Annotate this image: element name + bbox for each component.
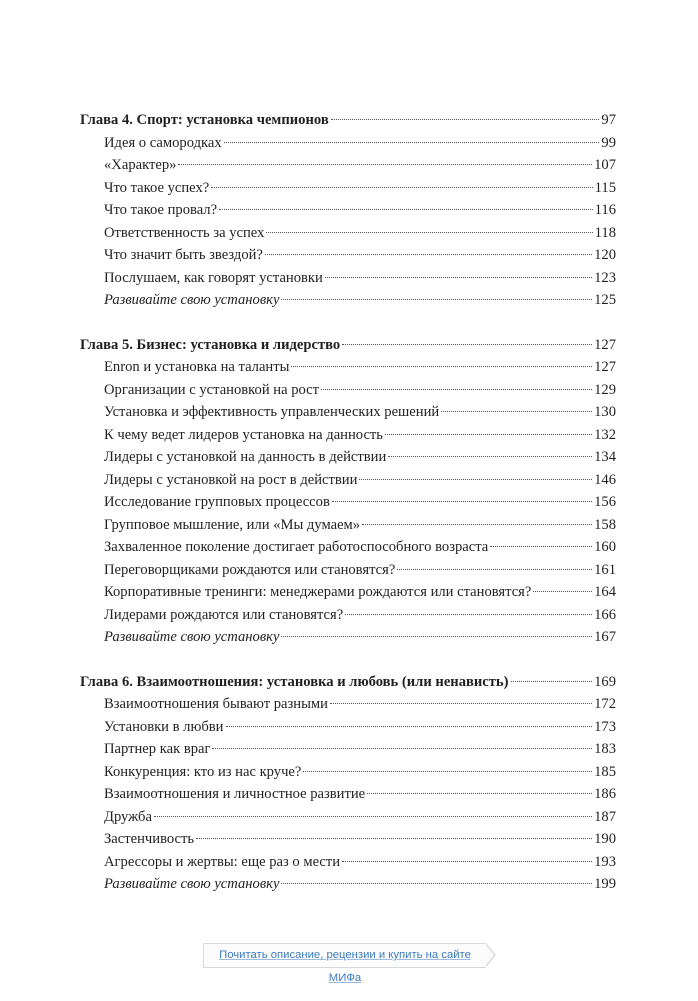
toc-entry[interactable] — [80, 379, 616, 402]
page-number: 127 — [594, 336, 616, 353]
table-of-contents — [80, 109, 616, 918]
page-number: 146 — [594, 471, 616, 488]
entry-title: Корпоративные тренинги: менеджерами рождаются или становятся? — [104, 584, 532, 600]
page-number: 185 — [594, 763, 616, 780]
dot-leader — [321, 389, 592, 390]
toc-entry[interactable] — [80, 177, 616, 200]
entry-title: Установка и эффективность управленческих решений — [104, 404, 440, 420]
dot-leader — [345, 614, 592, 615]
dot-leader — [359, 479, 592, 480]
toc-entry[interactable] — [80, 806, 616, 829]
page-number: 169 — [594, 673, 616, 690]
buy-link[interactable]: Почитать описание, рецензии и купить на сайте МИФа — [219, 949, 471, 984]
toc-entry[interactable] — [80, 446, 616, 469]
dot-leader — [342, 861, 592, 862]
toc-entry[interactable] — [80, 491, 616, 514]
dot-leader — [325, 277, 592, 278]
page-number: 156 — [594, 494, 616, 510]
entry-title: «Характер» — [104, 157, 177, 173]
dot-leader — [266, 232, 592, 233]
entry-title: Что такое успех? — [104, 179, 210, 196]
entry-title: Взаимоотношения и личностное развитие — [104, 786, 366, 802]
dot-leader — [441, 411, 592, 412]
page-number: 118 — [594, 224, 616, 241]
entry-title: Глава 6. Взаимоотношения: установка и любовь (или ненависть) — [80, 673, 509, 690]
dot-leader — [281, 636, 592, 637]
toc-entry[interactable] — [80, 289, 616, 312]
dot-leader — [226, 726, 593, 727]
entry-title: Enron и установка на таланты — [104, 359, 290, 375]
entry-title: Конкуренция: кто из нас круче? — [104, 763, 302, 780]
entry-title: Глава 5. Бизнес: установка и лидерство — [80, 336, 341, 353]
dot-leader — [388, 456, 592, 457]
buy-link-banner — [203, 943, 486, 984]
entry-title: К чему ведет лидеров установка на данность — [104, 426, 383, 443]
entry-title: Установки в любви — [104, 718, 224, 735]
page-number: 132 — [594, 426, 616, 443]
page-number: 161 — [594, 561, 616, 578]
dot-leader — [511, 681, 593, 682]
entry-title: Исследование групповых процессов — [104, 494, 330, 510]
toc-entry[interactable] — [80, 716, 616, 739]
toc-entry[interactable] — [80, 851, 616, 874]
dot-leader — [265, 254, 592, 255]
toc-entry[interactable] — [80, 693, 616, 716]
page-number: 187 — [594, 808, 616, 825]
toc-entry[interactable] — [80, 469, 616, 492]
dot-leader — [385, 434, 592, 435]
toc-entry[interactable] — [80, 604, 616, 627]
entry-title: Застенчивость — [104, 831, 195, 847]
toc-entry[interactable] — [80, 132, 616, 155]
page-number: 160 — [594, 539, 616, 555]
toc-entry[interactable] — [80, 626, 616, 649]
toc-entry[interactable] — [80, 154, 616, 177]
page-number: 172 — [594, 696, 616, 712]
entry-title: Организации с установкой на рост — [104, 381, 320, 398]
entry-title: Развивайте свою установку — [104, 876, 280, 892]
toc-entry[interactable] — [80, 783, 616, 806]
dot-leader — [291, 366, 592, 367]
page-number: 158 — [594, 516, 616, 533]
dot-leader — [281, 299, 592, 300]
chapter-section — [80, 109, 616, 312]
toc-entry[interactable] — [80, 761, 616, 784]
dot-leader — [362, 524, 592, 525]
entry-title: Групповое мышление, или «Мы думаем» — [104, 516, 361, 533]
dot-leader — [219, 209, 593, 210]
toc-entry[interactable] — [80, 244, 616, 267]
dot-leader — [330, 703, 592, 704]
entry-title: Захваленное поколение достигает работоспособного возраста — [104, 539, 489, 555]
page-number: 115 — [594, 179, 616, 196]
page-number: 120 — [594, 247, 616, 263]
dot-leader — [303, 771, 592, 772]
dot-leader — [332, 501, 592, 502]
page-number: 129 — [594, 381, 616, 398]
toc-entry[interactable] — [80, 828, 616, 851]
page-number: 116 — [594, 202, 616, 218]
toc-entry[interactable] — [80, 222, 616, 245]
entry-title: Ответственность за успех — [104, 224, 265, 241]
page-number: 173 — [594, 718, 616, 735]
chapter-entry[interactable] — [80, 334, 616, 357]
page-number: 190 — [594, 831, 616, 847]
toc-entry[interactable] — [80, 514, 616, 537]
entry-title: Послушаем, как говорят установки — [104, 269, 323, 286]
toc-entry[interactable] — [80, 356, 616, 379]
entry-title: Дружба — [104, 808, 152, 825]
arrow-right-icon — [486, 943, 496, 967]
entry-title: Лидеры с установкой на данность в действии — [104, 449, 387, 465]
page-number: 130 — [594, 404, 616, 420]
chapter-section — [80, 671, 616, 896]
dot-leader — [154, 816, 592, 817]
toc-entry[interactable] — [80, 559, 616, 582]
page-number: 107 — [594, 157, 616, 173]
toc-entry[interactable] — [80, 738, 616, 761]
page-number: 123 — [594, 269, 616, 286]
entry-title: Что значит быть звездой? — [104, 247, 263, 263]
dot-leader — [533, 591, 592, 592]
dot-leader — [367, 793, 592, 794]
dot-leader — [331, 119, 600, 120]
chapter-section — [80, 334, 616, 649]
entry-title: Развивайте свою установку — [104, 629, 280, 645]
entry-title: Взаимоотношения бывают разными — [104, 696, 328, 712]
entry-title: Партнер как враг — [104, 741, 211, 757]
entry-title: Лидеры с установкой на рост в действии — [104, 471, 358, 488]
page-number: 134 — [594, 449, 616, 465]
page-number: 97 — [601, 112, 616, 128]
toc-entry[interactable] — [80, 536, 616, 559]
page-number: 127 — [594, 359, 616, 375]
dot-leader — [212, 748, 592, 749]
dot-leader — [211, 187, 592, 188]
page-number: 99 — [601, 134, 616, 151]
dot-leader — [224, 142, 600, 143]
toc-entry[interactable] — [80, 424, 616, 447]
entry-title: Переговорщиками рождаются или становятся? — [104, 561, 396, 578]
dot-leader — [342, 344, 592, 345]
entry-title: Лидерами рождаются или становятся? — [104, 606, 344, 623]
toc-entry[interactable] — [80, 873, 616, 896]
page-number: 164 — [594, 584, 616, 600]
entry-title: Агрессоры и жертвы: еще раз о мести — [104, 853, 341, 870]
toc-entry[interactable] — [80, 401, 616, 424]
page-number: 167 — [594, 629, 616, 645]
entry-title: Идея о самородках — [104, 134, 222, 151]
page-number: 186 — [594, 786, 616, 802]
dot-leader — [397, 569, 592, 570]
page-number: 199 — [594, 876, 616, 892]
page-number: 166 — [594, 606, 616, 623]
entry-title: Глава 4. Спорт: установка чемпионов — [80, 112, 329, 128]
entry-title: Развивайте свою установку — [104, 292, 280, 308]
dot-leader — [196, 838, 592, 839]
page-number: 183 — [594, 741, 616, 757]
dot-leader — [178, 164, 592, 165]
page-number: 125 — [594, 292, 616, 308]
page-number: 193 — [594, 853, 616, 870]
toc-entry[interactable] — [80, 267, 616, 290]
toc-entry[interactable] — [80, 199, 616, 222]
dot-leader — [490, 546, 592, 547]
chapter-entry[interactable] — [80, 671, 616, 694]
entry-title: Что такое провал? — [104, 202, 218, 218]
chapter-entry[interactable] — [80, 109, 616, 132]
toc-entry[interactable] — [80, 581, 616, 604]
dot-leader — [281, 883, 592, 884]
